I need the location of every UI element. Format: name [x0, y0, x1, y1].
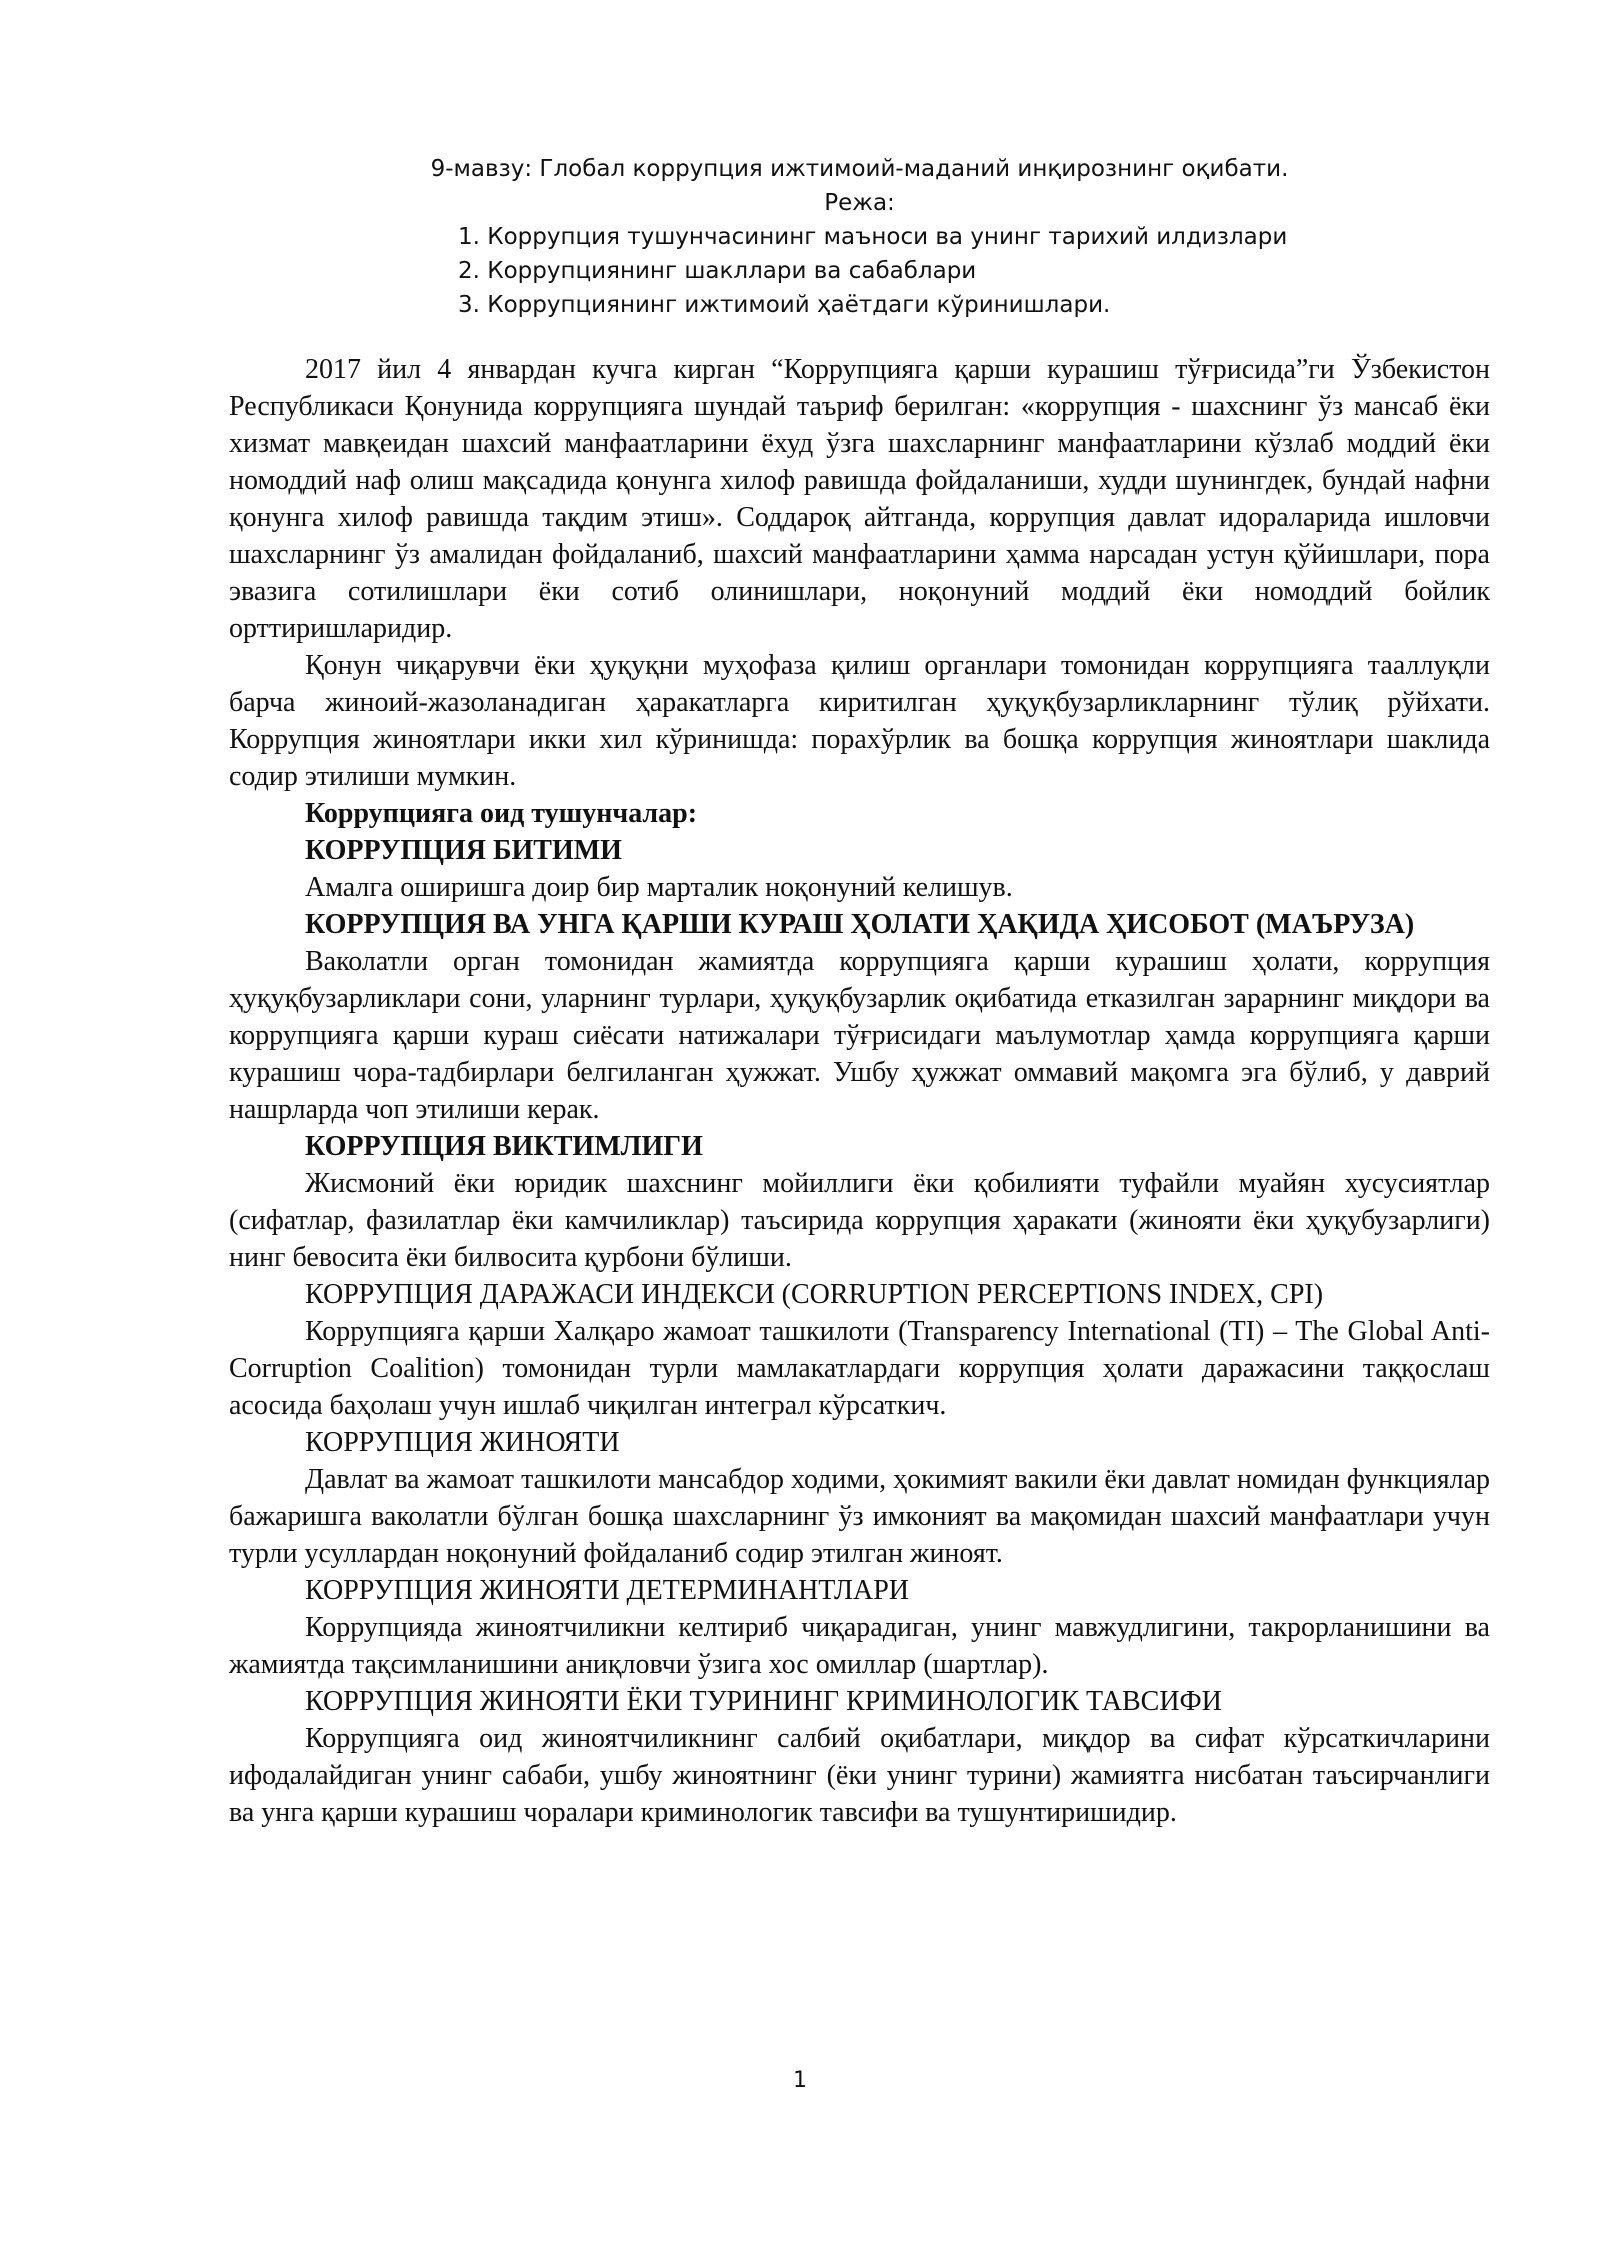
- plan-list: [229, 220, 1490, 322]
- term-title-cpi: КОРРУПЦИЯ ДАРАЖАСИ ИНДЕКСИ (CORRUPTION PERCEPTIONS INDEX, CPI): [305, 1279, 1324, 1310]
- term-text-criminology: Коррупцияга оид жиноятчиликнинг салбий оқибатлари, миқдор ва сифат кўрсаткичларини ифодалайдиган унинг сабаби, ушбу жиноятнинг (ёки унинг турини) жамиятга нисбатан таъсирчанлиги ва унга қарши курашиш чоралари криминологик тавсифи ва тушунтиришидир.: [229, 1723, 1490, 1828]
- paragraph-crimes-list: Қонун чиқарувчи ёки ҳуқуқни муҳофаза қилиш органлари томонидан коррупцияга тааллуқли барча жиноий-жазоланадиган ҳаракатларга киритилган ҳуқуқбузарликларнинг тўлиқ рўйхати. Коррупция жиноятлари икки хил кўринишда: порахўрлик ва бошқа коррупция жиноятлари шаклида содир этилиши мумкин.: [229, 650, 1490, 792]
- page-number: 1: [793, 2068, 807, 2093]
- topic-header: [229, 0, 1490, 322]
- term-title-criminology: КОРРУПЦИЯ ЖИНОЯТИ ЁКИ ТУРИНИНГ КРИМИНОЛОГИК ТАВСИФИ: [305, 1686, 1222, 1717]
- term-text-crime: Давлат ва жамоат ташкилоти мансабдор ходими, ҳокимият вакили ёки давлат номидан функциялар бажаришга ваколатли бўлган бошқа шахсларнинг ўз имконият ва мақомидан шахсий манфаатлари учун турли усуллардан ноқонуний фойдаланиб содир этилган жиноят.: [229, 1464, 1490, 1569]
- plan-item-3: 3. Коррупциянинг ижтимоий ҳаётдаги кўринишлари.: [458, 292, 1111, 318]
- term-text-cpi: Коррупцияга қарши Халқаро жамоат ташкилоти (Transparency International (TI) – The Global Anti-Corruption Coalition) томонидан турли мамлакатлардаги коррупция ҳолати даражасини таққослаш асосида баҳолаш учун ишлаб чиқилган интеграл кўрсаткич.: [229, 1316, 1490, 1421]
- plan-label: Режа:: [824, 190, 895, 216]
- paragraph-definition: 2017 йил 4 январдан кучга кирган “Коррупцияга қарши курашиш тўғрисида”ги Ўзбекистон Республикаси Қонунида коррупцияга шундай таъриф берилган: «коррупция - шахснинг ўз мансаб ёки хизмат мавқеидан шахсий манфаатларини ёхуд ўзга шахсларнинг манфаатларини кўзлаб моддий ёки номоддий наф олиш мақсадида қонунга хилоф равишда фойдаланиши, худди шунингдек, бундай нафни қонунга хилоф равишда тақдим этиш». Соддароқ айтганда, коррупция давлат идораларида ишловчи шахсларнинг ўз амалидан фойдаланиб, шахсий манфаатларини ҳамма нарсадан устун қўйишлари, пора эвазига сотилишлари ёки сотиб олинишлари, ноқонуний моддий ёки номоддий бойлик орттиришларидир.: [229, 354, 1490, 644]
- term-title-determinants: КОРРУПЦИЯ ЖИНОЯТИ ДЕТЕРМИНАНТЛАРИ: [305, 1575, 910, 1606]
- plan-item-2: 2. Коррупциянинг шакллари ва сабаблари: [458, 258, 977, 284]
- document-body: [229, 351, 1490, 1831]
- term-title-report: КОРРУПЦИЯ ВА УНГА ҚАРШИ КУРАШ ҲОЛАТИ ҲАҚИДА ҲИСОБОТ (МАЪРУЗА): [305, 909, 1415, 940]
- plan-item-1: 1. Коррупция тушунчасининг маъноси ва унинг тарихий илдизлари: [458, 224, 1288, 250]
- term-title-crime: КОРРУПЦИЯ ЖИНОЯТИ: [305, 1427, 620, 1458]
- term-text-determinants: Коррупцияда жиноятчиликни келтириб чиқарадиган, унинг мавжудлигини, такрорланишини ва жамиятда тақсимланишини аниқловчи ўзига хос омиллар (шартлар).: [229, 1612, 1490, 1680]
- term-text-victimhood: Жисмоний ёки юридик шахснинг мойиллиги ёки қобилияти туфайли муайян хусусиятлар (сифатлар, фазилатлар ёки камчиликлар) таъсирида коррупция ҳаракати (жинояти ёки ҳуқубузарлиги) нинг бевосита ёки билвосита қурбони бўлиши.: [229, 1168, 1490, 1273]
- term-text-report: Ваколатли орган томонидан жамиятда коррупцияга қарши курашиш ҳолати, коррупция ҳуқуқбузарликлари сони, уларнинг турлари, ҳуқуқбузарлик оқибатида етказилган зарарнинг миқдори ва коррупцияга қарши кураш сиёсати натижалари тўғрисидаги маълумотлар ҳамда коррупцияга қарши курашиш чора-тадбирлари белгиланган ҳужжат. Ушбу ҳужжат оммавий мақомга эга бўлиб, у даврий нашрларда чоп этилиши керак.: [229, 946, 1490, 1125]
- term-title-deal: КОРРУПЦИЯ БИТИМИ: [305, 835, 622, 866]
- term-text-deal: Амалга оширишга доир бир марталик ноқонуний келишув.: [305, 872, 1013, 903]
- term-title-victimhood: КОРРУПЦИЯ ВИКТИМЛИГИ: [305, 1131, 703, 1162]
- topic-title: 9-мавзу: Глобал коррупция ижтимоий-маданий инқирознинг оқибати.: [430, 156, 1289, 182]
- concepts-heading: Коррупцияга оид тушунчалар:: [305, 798, 698, 829]
